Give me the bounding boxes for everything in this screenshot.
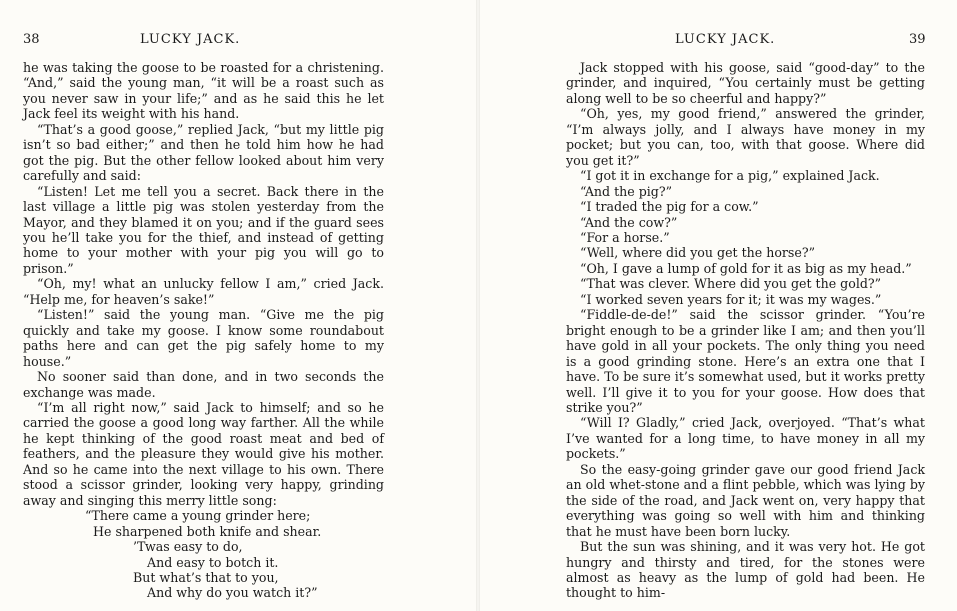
paragraph: “That’s a good goose,” replied Jack, “but my little pig isn’t so bad either;” and then he told him how he had got the pig. But the other fellow looked about him very carefully and said: [23, 121, 384, 184]
paragraph: “Fiddle-de-de!” said the scissor grinder. “You’re bright enough to be a grinder like I am; and then you’ll have gold in all your pockets. The only thing you need is a good grinding stone. Here’s an extra one that I have. To be sure it’s somewhat used, but it works pretty well. I’ll give it to you for your goose. How does that strike you?” [566, 307, 925, 415]
paragraph: “I worked seven years for it; it was my wages.” [580, 291, 882, 307]
page-number: 39 [909, 32, 926, 47]
paragraph: “Will I? Gladly,” cried Jack, overjoyed. “That’s what I’ve wanted for a long time, to have money in all my pockets.” [566, 415, 925, 462]
running-header: LUCKY JACK. [140, 32, 241, 47]
paragraph: “And the pig?” [580, 183, 673, 199]
paragraph: “I got it in exchange for a pig,” explained Jack. [580, 168, 880, 184]
paragraph: “I’m all right now,” said Jack to himself; and so he carried the goose a good long way farther. All the while he kept thinking of the good roast meat and bed of feathers, and the pleasure they would give his mother. And so he came into the next village to his own. There stood a scissor grinder, looking very happy, grinding away and singing this merry little song: [23, 399, 384, 508]
paragraph: he was taking the goose to be roasted for a christening. “And,” said the young man, “it will be a roast such as you never saw in your life;” and as he said this he let Jack feel its weight with his hand. [23, 60, 384, 122]
paragraph: No sooner said than done, and in two seconds the exchange was made. [23, 369, 384, 400]
paragraph: Jack stopped with his goose, said “good-day” to the grinder, and inquired, “You certainly must be getting along well to be so cheerful and happy?” [566, 60, 925, 106]
poem-line: And why do you watch it?” [147, 585, 318, 601]
page-body [23, 60, 384, 601]
right-page [479, 0, 957, 611]
poem-line: And easy to botch it. [147, 554, 279, 570]
paragraph: But the sun was shining, and it was very hot. He got hungry and thirsty and tired, for the stones were almost as heavy as the lump of gold had been. He thought to him- [566, 539, 925, 601]
poem-line: ’Twas easy to do, [133, 539, 243, 555]
paragraph: “For a horse.” [580, 229, 670, 245]
paragraph: “Listen!” said the young man. “Give me the pig quickly and take my goose. I know some roundabout paths here and can get the pig safely home to my house.” [23, 307, 384, 369]
paragraph: “Well, where did you get the horse?” [580, 245, 816, 261]
poem-line: “There came a young grinder here; [85, 508, 311, 524]
page-body [566, 60, 925, 601]
paragraph: “Listen! Let me tell you a secret. Back there in the last village a little pig was stolen yesterday from the Mayor, and they blamed it on you; and if the guard sees you he’ll take you for the thief, and instead of getting home to your mother with your pig you will go to prison.” [23, 183, 384, 276]
paragraph: “Oh, yes, my good friend,” answered the grinder, “I’m always jolly, and I always have money in my pocket; but you can, too, with that goose. Where did you get it?” [566, 106, 925, 168]
paragraph: “And the cow?” [580, 214, 678, 230]
page-number: 38 [23, 32, 40, 47]
poem-line: He sharpened both knife and shear. [93, 523, 322, 539]
paragraph: “That was clever. Where did you get the gold?” [580, 276, 882, 292]
poem [23, 508, 384, 601]
paragraph: “Oh, my! what an unlucky fellow I am,” cried Jack. “Help me, for heaven’s sake!” [23, 276, 384, 307]
left-page [0, 0, 478, 611]
paragraph: “I traded the pig for a cow.” [580, 199, 759, 215]
paragraph: So the easy-going grinder gave our good friend Jack an old whet-stone and a flint pebble, which was lying by the side of the road, and Jack went on, very happy that everything was going so well with him and thinking that he must have been born lucky. [566, 461, 925, 539]
poem-line: But what’s that to you, [133, 569, 279, 585]
paragraph: “Oh, I gave a lump of gold for it as big as my head.” [580, 260, 912, 276]
running-header: LUCKY JACK. [675, 32, 776, 47]
